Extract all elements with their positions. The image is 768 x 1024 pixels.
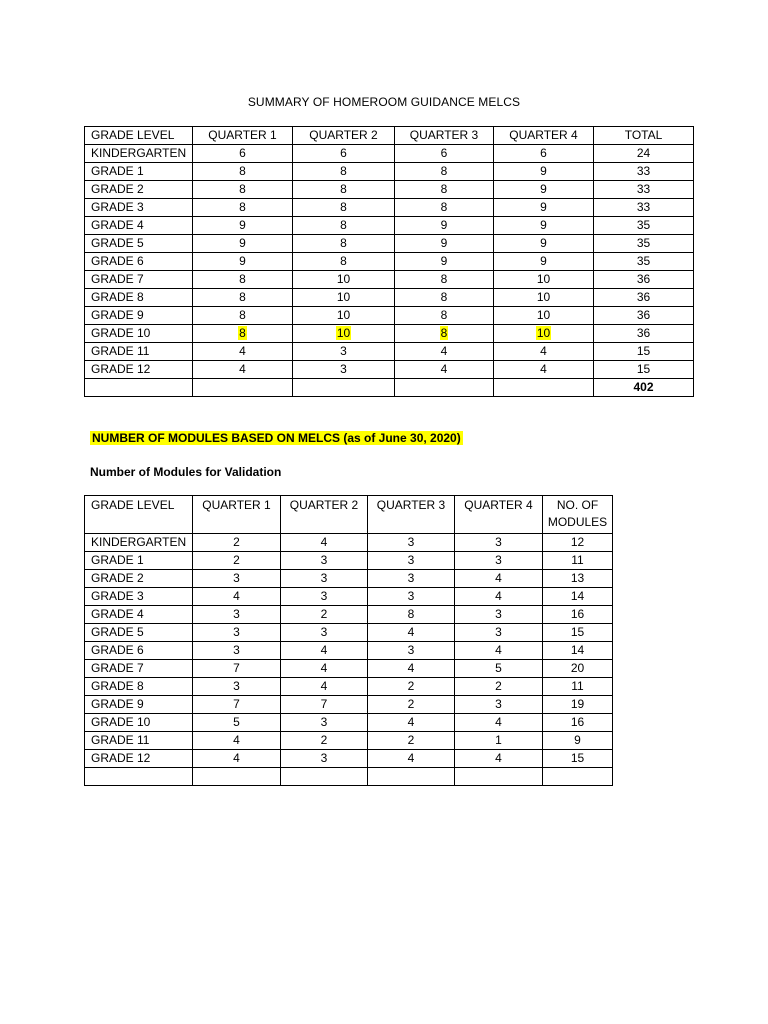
value-cell: 10 [293, 271, 395, 289]
table-row [85, 325, 694, 343]
value-cell: 3 [368, 642, 455, 660]
value-cell [368, 768, 455, 786]
value-cell: 4 [455, 570, 543, 588]
row-label-cell: GRADE 12 [85, 361, 193, 379]
table-row [85, 361, 694, 379]
row-label-cell: GRADE 2 [85, 570, 193, 588]
value-cell: 8 [395, 199, 494, 217]
value-cell: 14 [543, 588, 613, 606]
value-cell: 3 [281, 552, 368, 570]
value-cell: 2 [368, 696, 455, 714]
table-row [85, 181, 694, 199]
value-cell: QUARTER 3 [395, 127, 494, 145]
value-cell: 10 [494, 289, 594, 307]
value-cell: 8 [293, 235, 395, 253]
table-row [85, 750, 613, 768]
value-cell: 10 [494, 271, 594, 289]
table-row [85, 588, 613, 606]
row-label-cell: GRADE 4 [85, 606, 193, 624]
value-cell: 4 [368, 750, 455, 768]
value-cell: 16 [543, 714, 613, 732]
value-cell: 4 [494, 361, 594, 379]
table-row [85, 253, 694, 271]
value-cell: 6 [293, 145, 395, 163]
value-cell: 7 [193, 660, 281, 678]
highlighted-value: 10 [536, 326, 551, 340]
value-cell: 8 [395, 307, 494, 325]
value-cell: 3 [455, 552, 543, 570]
value-cell: 12 [543, 534, 613, 552]
modules-subheading: Number of Modules for Validation [90, 465, 282, 479]
value-cell: 4 [281, 678, 368, 696]
value-cell: 8 [193, 163, 293, 181]
table-row [85, 199, 694, 217]
value-cell [455, 768, 543, 786]
row-label-cell: GRADE 8 [85, 678, 193, 696]
value-cell: 9 [193, 253, 293, 271]
value-cell: 6 [193, 145, 293, 163]
value-cell: QUARTER 4 [455, 496, 543, 534]
table-total-row [85, 379, 694, 397]
value-cell: 8 [395, 181, 494, 199]
value-cell: 4 [281, 642, 368, 660]
value-cell: 36 [594, 325, 694, 343]
value-cell: 9 [395, 253, 494, 271]
table-row [85, 163, 694, 181]
value-cell: 16 [543, 606, 613, 624]
table-empty-row [85, 768, 613, 786]
value-cell: 15 [594, 361, 694, 379]
value-cell: 9 [494, 235, 594, 253]
table-row [85, 570, 613, 588]
value-cell: 2 [368, 732, 455, 750]
value-cell: 9 [494, 217, 594, 235]
value-cell: 35 [594, 235, 694, 253]
row-label-cell: GRADE 2 [85, 181, 193, 199]
value-cell: 3 [293, 361, 395, 379]
value-cell: 3 [455, 696, 543, 714]
value-cell: 14 [543, 642, 613, 660]
row-label-cell: GRADE LEVEL [85, 496, 193, 534]
value-cell: 9 [395, 235, 494, 253]
value-cell: QUARTER 4 [494, 127, 594, 145]
melcs-summary-table [84, 126, 694, 397]
row-label-cell: GRADE 9 [85, 696, 193, 714]
table-row [85, 271, 694, 289]
value-cell: 402 [594, 379, 694, 397]
table-row [85, 145, 694, 163]
row-label-cell [85, 379, 193, 397]
value-cell: 4 [395, 361, 494, 379]
value-cell: 10 [494, 307, 594, 325]
value-cell: 10 [293, 307, 395, 325]
value-cell: TOTAL [594, 127, 694, 145]
value-cell [193, 379, 293, 397]
value-cell: 2 [193, 534, 281, 552]
value-cell: 36 [594, 307, 694, 325]
value-cell: 4 [193, 588, 281, 606]
value-cell: 9 [543, 732, 613, 750]
value-cell: 35 [594, 253, 694, 271]
value-cell: 3 [193, 642, 281, 660]
row-label-cell: GRADE 7 [85, 271, 193, 289]
row-label-cell: GRADE 5 [85, 624, 193, 642]
row-label-cell: GRADE 3 [85, 588, 193, 606]
table-row [85, 343, 694, 361]
value-cell: QUARTER 1 [193, 496, 281, 534]
value-cell: 33 [594, 199, 694, 217]
row-label-cell: GRADE 4 [85, 217, 193, 235]
value-cell: 3 [193, 606, 281, 624]
table-row [85, 714, 613, 732]
value-cell: 4 [281, 660, 368, 678]
value-cell: QUARTER 2 [281, 496, 368, 534]
value-cell: 3 [281, 714, 368, 732]
value-cell: 2 [368, 678, 455, 696]
table-row [85, 534, 613, 552]
table-row [85, 660, 613, 678]
value-cell: 4 [455, 750, 543, 768]
value-cell: 8 [193, 289, 293, 307]
value-cell: 9 [193, 235, 293, 253]
value-cell: 2 [281, 606, 368, 624]
value-cell: 6 [395, 145, 494, 163]
table-row [85, 678, 613, 696]
value-cell: 3 [281, 624, 368, 642]
value-cell: NO. OF MODULES [543, 496, 613, 534]
value-cell: 4 [193, 361, 293, 379]
value-cell: 13 [543, 570, 613, 588]
value-cell: 9 [395, 217, 494, 235]
table-row [85, 732, 613, 750]
value-cell: 7 [281, 696, 368, 714]
table-row [85, 552, 613, 570]
value-cell: 3 [281, 750, 368, 768]
value-cell: 5 [193, 714, 281, 732]
value-cell: 8 [395, 163, 494, 181]
value-cell: 4 [193, 732, 281, 750]
value-cell: 6 [494, 145, 594, 163]
value-cell: 3 [368, 552, 455, 570]
value-cell [395, 379, 494, 397]
row-label-cell: GRADE 11 [85, 732, 193, 750]
value-cell [494, 379, 594, 397]
value-cell: QUARTER 1 [193, 127, 293, 145]
value-cell: 33 [594, 181, 694, 199]
value-cell: 3 [193, 624, 281, 642]
value-cell: 35 [594, 217, 694, 235]
value-cell [193, 325, 293, 343]
value-cell: 4 [455, 714, 543, 732]
value-cell: 3 [455, 606, 543, 624]
row-label-cell: GRADE 10 [85, 714, 193, 732]
value-cell: 9 [494, 163, 594, 181]
value-cell: 4 [494, 343, 594, 361]
value-cell: 3 [281, 588, 368, 606]
table-row [85, 624, 613, 642]
table-header-row [85, 496, 613, 534]
row-label-cell: GRADE LEVEL [85, 127, 193, 145]
value-cell: 11 [543, 678, 613, 696]
value-cell: 2 [193, 552, 281, 570]
row-label-cell: KINDERGARTEN [85, 145, 193, 163]
value-cell: 10 [293, 289, 395, 307]
highlighted-value: 8 [239, 326, 246, 340]
table-row [85, 217, 694, 235]
value-cell: 9 [494, 181, 594, 199]
table-row [85, 696, 613, 714]
row-label-cell: GRADE 6 [85, 642, 193, 660]
value-cell: QUARTER 3 [368, 496, 455, 534]
row-label-cell [85, 768, 193, 786]
value-cell: 1 [455, 732, 543, 750]
value-cell: 3 [293, 343, 395, 361]
value-cell: 4 [281, 534, 368, 552]
value-cell: 4 [455, 588, 543, 606]
value-cell [494, 325, 594, 343]
row-label-cell: GRADE 12 [85, 750, 193, 768]
highlighted-value: 8 [440, 326, 448, 340]
row-label-cell: GRADE 9 [85, 307, 193, 325]
value-cell: 11 [543, 552, 613, 570]
value-cell: 8 [193, 307, 293, 325]
modules-heading: NUMBER OF MODULES BASED ON MELCS (as of June 30, 2020) [92, 431, 461, 445]
value-cell: 19 [543, 696, 613, 714]
highlighted-value: 10 [336, 326, 351, 340]
value-cell: 4 [368, 624, 455, 642]
value-cell: 4 [368, 660, 455, 678]
value-cell: 9 [494, 199, 594, 217]
value-cell: 9 [193, 217, 293, 235]
value-cell [543, 768, 613, 786]
value-cell [193, 768, 281, 786]
value-cell: 3 [193, 570, 281, 588]
value-cell: 8 [293, 253, 395, 271]
row-label-cell: GRADE 8 [85, 289, 193, 307]
value-cell: 33 [594, 163, 694, 181]
value-cell: QUARTER 2 [293, 127, 395, 145]
row-label-cell: GRADE 6 [85, 253, 193, 271]
table-row [85, 289, 694, 307]
value-cell: 3 [455, 534, 543, 552]
table-header-row [85, 127, 694, 145]
value-cell: 8 [193, 181, 293, 199]
value-cell: 4 [395, 343, 494, 361]
value-cell: 8 [293, 181, 395, 199]
value-cell: 5 [455, 660, 543, 678]
value-cell: 9 [494, 253, 594, 271]
value-cell: 2 [455, 678, 543, 696]
value-cell: 20 [543, 660, 613, 678]
row-label-cell: KINDERGARTEN [85, 534, 193, 552]
value-cell: 4 [455, 642, 543, 660]
value-cell: 8 [193, 271, 293, 289]
table-row [85, 642, 613, 660]
row-label-cell: GRADE 10 [85, 325, 193, 343]
modules-validation-table [84, 495, 613, 786]
page-title: SUMMARY OF HOMEROOM GUIDANCE MELCS [247, 95, 521, 109]
value-cell: 4 [193, 750, 281, 768]
value-cell: 8 [395, 271, 494, 289]
row-label-cell: GRADE 5 [85, 235, 193, 253]
row-label-cell: GRADE 1 [85, 163, 193, 181]
value-cell: 15 [543, 624, 613, 642]
value-cell: 15 [543, 750, 613, 768]
row-label-cell: GRADE 3 [85, 199, 193, 217]
value-cell [293, 379, 395, 397]
value-cell: 24 [594, 145, 694, 163]
value-cell: 8 [395, 289, 494, 307]
value-cell: 2 [281, 732, 368, 750]
value-cell: 8 [293, 217, 395, 235]
value-cell [293, 325, 395, 343]
value-cell: 3 [455, 624, 543, 642]
value-cell: 8 [293, 199, 395, 217]
value-cell: 3 [368, 588, 455, 606]
row-label-cell: GRADE 7 [85, 660, 193, 678]
value-cell: 8 [368, 606, 455, 624]
value-cell: 3 [368, 570, 455, 588]
table-row [85, 606, 613, 624]
value-cell: 15 [594, 343, 694, 361]
value-cell: 36 [594, 271, 694, 289]
table-row [85, 235, 694, 253]
table-row [85, 307, 694, 325]
value-cell [281, 768, 368, 786]
value-cell: 3 [281, 570, 368, 588]
value-cell: 4 [193, 343, 293, 361]
row-label-cell: GRADE 1 [85, 552, 193, 570]
value-cell: 3 [368, 534, 455, 552]
value-cell: 3 [193, 678, 281, 696]
value-cell: 36 [594, 289, 694, 307]
value-cell: 8 [293, 163, 395, 181]
value-cell: 4 [368, 714, 455, 732]
value-cell [395, 325, 494, 343]
value-cell: 7 [193, 696, 281, 714]
row-label-cell: GRADE 11 [85, 343, 193, 361]
value-cell: 8 [193, 199, 293, 217]
